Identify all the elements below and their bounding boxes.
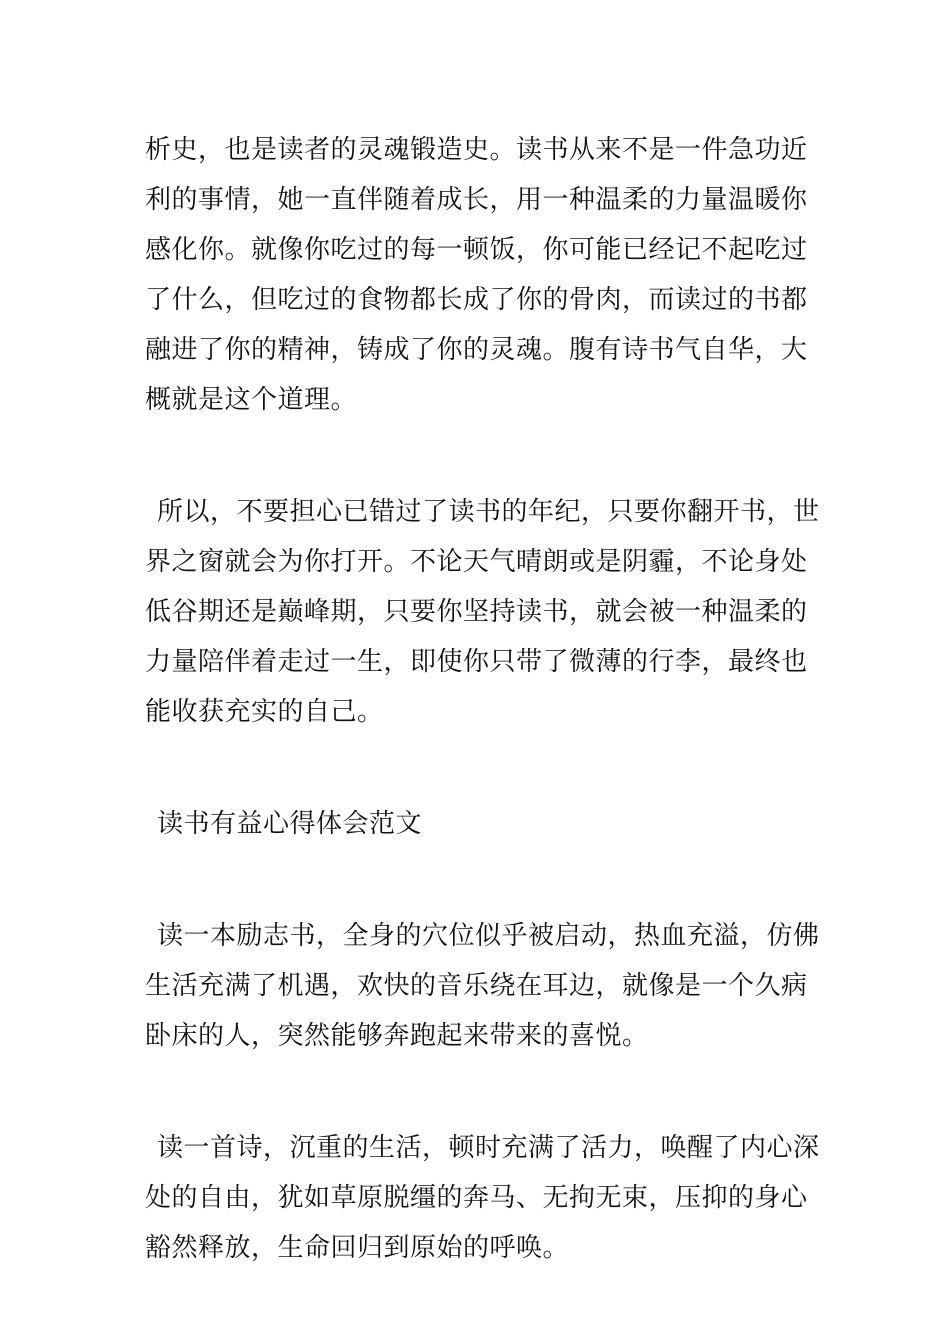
text-line: 利的事情，她一直伴随着成长，用一种温柔的力量温暖你: [145, 185, 808, 215]
text-line: 读一本励志书，全身的穴位似乎被启动，热血充溢，仿佛: [157, 921, 820, 951]
text-line: 融进了你的精神，铸成了你的灵魂。腹有诗书气自华，大: [145, 335, 808, 365]
paragraph-reading-soul: [145, 125, 808, 425]
paragraph-poem: [145, 1123, 820, 1273]
paragraph-inspiring-book: [145, 911, 820, 1061]
paragraph-spacer: [145, 737, 805, 799]
section-title: 读书有益心得体会范文: [157, 809, 423, 839]
text-line: 概就是这个道理。: [145, 385, 358, 415]
text-line: 卧床的人，突然能够奔跑起来带来的喜悦。: [145, 1021, 649, 1051]
text-line: 处的自由，犹如草原脱缰的奔马、无拘无束，压抑的身心: [145, 1183, 808, 1213]
text-line: 所以，不要担心已错过了读书的年纪，只要你翻开书，世: [157, 497, 820, 527]
paragraph-spacer: [145, 425, 805, 487]
section-heading: [145, 799, 805, 849]
text-line: 感化你。就像你吃过的每一顿饭，你可能已经记不起吃过: [145, 235, 808, 265]
text-line: 析史，也是读者的灵魂锻造史。读书从来不是一件急功近: [145, 135, 808, 165]
text-line: 低谷期还是巅峰期，只要你坚持读书，就会被一种温柔的: [145, 597, 808, 627]
text-line: 界之窗就会为你打开。不论天气晴朗或是阴霾，不论身处: [145, 547, 808, 577]
paragraph-spacer: [145, 849, 805, 911]
text-line: 力量陪伴着走过一生，即使你只带了微薄的行李，最终也: [145, 647, 808, 677]
paragraph-open-book: [145, 487, 820, 737]
text-line: 能收获充实的自己。: [145, 697, 384, 727]
text-line: 豁然释放，生命回归到原始的呼唤。: [145, 1233, 570, 1263]
text-line: 生活充满了机遇，欢快的音乐绕在耳边，就像是一个久病: [145, 971, 808, 1001]
text-line: 读一首诗，沉重的生活，顿时充满了活力，唤醒了内心深: [157, 1133, 820, 1163]
text-line: 了什么，但吃过的食物都长成了你的骨肉，而读过的书都: [145, 285, 808, 315]
document-body: [145, 125, 820, 1273]
paragraph-spacer: [145, 1061, 805, 1123]
